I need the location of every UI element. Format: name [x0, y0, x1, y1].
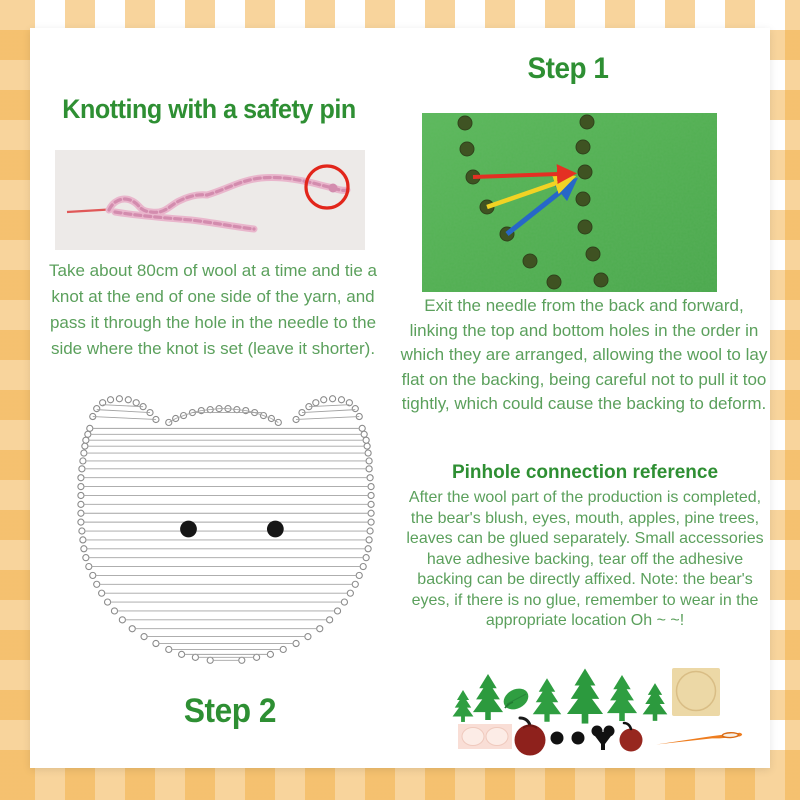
accessories-photo — [450, 668, 770, 764]
photo-background — [55, 150, 365, 250]
tree-icon — [533, 678, 562, 722]
pinhole-reference-text: After the wool part of the production is completed, the bear's blush, eyes, mouth, apples, pine trees, leaves can be glued separately. Small accessories have adhesive backing, tear off the adhesive backing can be directly affixed. Note: the bear's eyes, if there is no glue, remember to wear in the appropriate location Oh ~ ~! — [406, 489, 764, 629]
bear-eye-piece — [572, 732, 585, 745]
right-instructions: Exit the needle from the back and forward, linking the top and bottom holes in the order in which they are arranged, allowing the wool to lay flat on the backing, being careful not to pull it too tightly, which could cause the backing to deform. — [400, 296, 768, 413]
left-instructions: Take about 80cm of wool at a time and tie a knot at the end of one side of the yarn, and pass it through the hole in the needle to the side where the knot is set (leave it shorter). — [49, 261, 377, 358]
pinhole-reference-heading: Pinhole connection reference — [451, 462, 719, 483]
plastic-needle — [656, 732, 743, 744]
tree-icon — [567, 668, 603, 723]
tree-icon — [607, 675, 637, 721]
felt-apple-small — [620, 723, 643, 752]
felt-leaf — [500, 685, 532, 714]
felt-apple-large — [515, 718, 546, 756]
bear-eye-piece — [551, 732, 564, 745]
tree-icon — [473, 674, 503, 720]
tree-icon — [643, 683, 668, 721]
felt-holes-photo — [422, 113, 717, 292]
tree-icon — [453, 690, 474, 722]
round-felt-backing — [672, 668, 720, 716]
step2-title: Step 2 — [183, 692, 277, 730]
content-panel — [30, 28, 770, 768]
wool-knot-photo — [55, 150, 365, 250]
step1-title: Step 1 — [527, 52, 609, 85]
felt-texture — [422, 113, 717, 292]
bear-right-eye — [267, 521, 284, 538]
felt-trees — [453, 668, 668, 723]
bear-left-eye — [180, 521, 197, 538]
bear-mouth-piece — [592, 726, 615, 751]
left-section-title: Knotting with a safety pin — [62, 94, 356, 124]
blush-stickers — [458, 724, 512, 749]
yarn-knot — [329, 184, 338, 193]
bear-stitch-diagram — [75, 388, 377, 676]
